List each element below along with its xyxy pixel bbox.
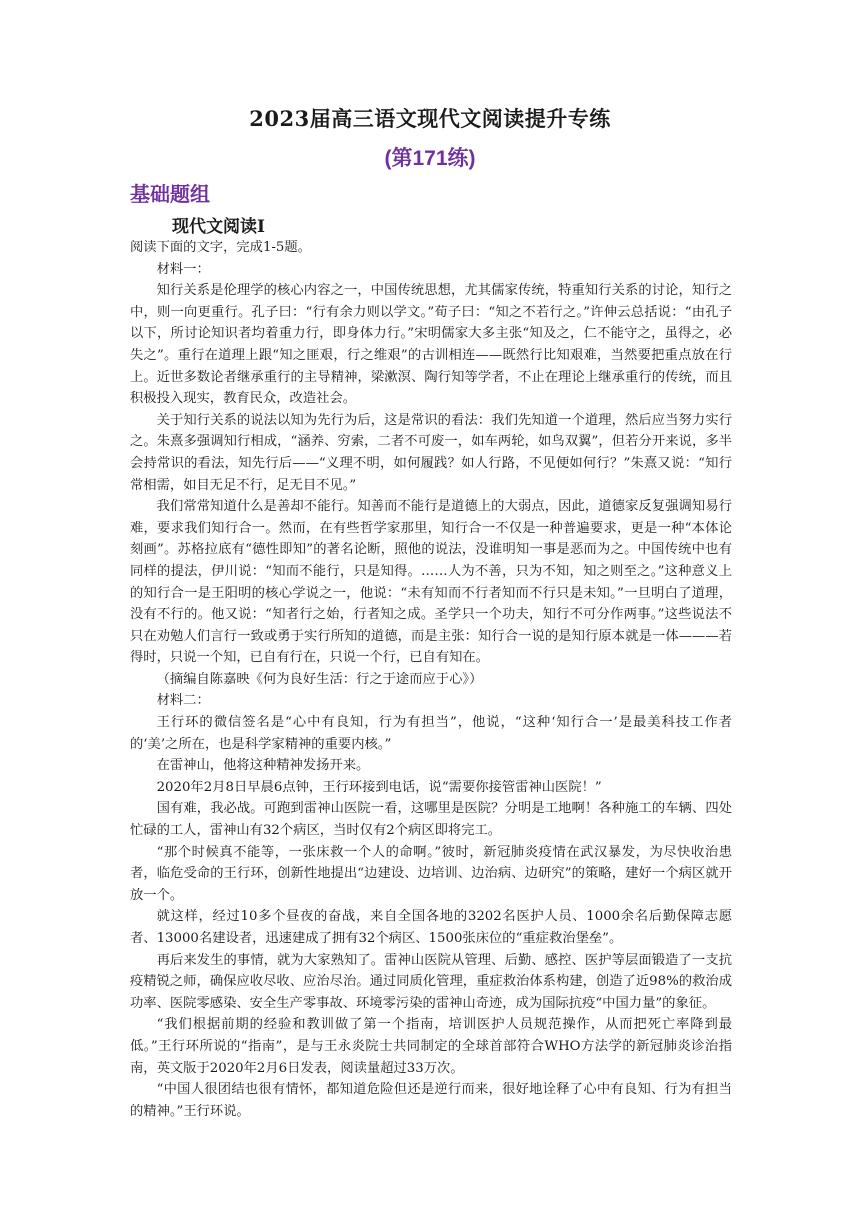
document-title: 2023届高三语文现代文阅读提升专练 [249,106,611,131]
paragraph: 关于知行关系的说法以知为先行为后，这是常识的看法：我们先知道一个道理，然后应当努力实行之。朱熹多强调知行相成，“涵养、穷索，二者不可废一，如车两轮，如鸟双翼”，但若分开来说，多半会持常识的看法，知先行后——“义理不明，如何履践？如人行路，不见便如何行？”朱熹又说：“知行常相需，如目无足不行，足无目不见。” [130,412,732,493]
material-label: 材料二： [156,693,210,709]
paragraph: 在雷神山，他将这种精神发扬开来。 [156,758,370,774]
source-citation: （摘编自陈嘉映《何为良好生活：行之于途而应于心》） [156,671,483,687]
paragraph: 王行环的微信签名是“心中有良知，行为有担当”，他说，“这种‘知行合一’是最美科技工作者的‘美’之所在，也是科学家精神的重要内核。” [130,715,732,752]
material-label: 材料一： [156,261,210,277]
paragraph: “那个时候真不能等，一张床救一个人的命啊。”彼时，新冠肺炎疫情在武汉暴发，为尽快收治患者，临危受命的王行环，创新性地提出“边建设、边培训、边治病、边研究”的策略，建好一个病区就开放一个。 [130,844,732,903]
instruction-line: 阅读下面的文字，完成1-5题。 [130,240,311,255]
paragraph: 再后来发生的事情，就为大家熟知了。雷神山医院从管理、后勤、感控、医护等层面锻造了一支抗疫精锐之师，确保应收尽收、应治尽治。通过同质化管理，重症救治体系构建，创造了近98%的救治成功率、医院零感染、安全生产零事故、环境零污染的雷神山奇迹，成为国际抗疫“中国力量”的象征。 [130,952,732,1011]
subsection-heading: 现代文阅读Ⅰ [172,217,265,237]
paragraph: 2020年2月8日早晨6点钟，王行环接到电话，说“需要你接管雷神山医院！” [156,779,602,795]
section-heading: 基础题组 [130,182,210,206]
paragraph: 国有难，我必战。可跑到雷神山医院一看，这哪里是医院？分明是工地啊！各种施工的车辆、四处忙碌的工人，雷神山有32个病区，当时仅有2个病区即将完工。 [130,801,732,839]
document-body [130,237,732,1122]
paragraph: 我们常常知道什么是善却不能行。知善而不能行是道德上的大弱点，因此，道德家反复强调知易行难，要求我们知行合一。然而，在有些哲学家那里，知行合一不仅是一种普遍要求，更是一种“本体论刻画”。苏格拉底有“德性即知”的著名论断，照他的说法，没谁明知一事是恶而为之。中国传统中也有同样的提法，伊川说：“知而不能行，只是知得。……人为不善，只为不知，知之则至之。”这种意义上的知行合一是王阳明的核心学说之一，他说：“未有知而不行者知而不行只是未知。”一旦明白了道理，没有不行的。他又说：“知者行之始，行者知之成。圣学只一个功夫，知行不可分作两事。”这些说法不只在劝勉人们言行一致或勇于实行所知的道德，而是主张：知行合一说的是知行原本就是一体———若得时，只说一个知，已自有行在，只说一个行，已自有知在。 [130,499,732,666]
paragraph: 知行关系是伦理学的核心内容之一，中国传统思想，尤其儒家传统，特重知行关系的讨论，知行之中，则一向更重行。孔子曰：“行有余力则以学文。”荀子曰：“知之不若行之。”许伸云总括说：“由孔子以下，所讨论知识者均着重力行，即身体力行。”宋明儒家大多主张“知及之，仁不能守之，虽得之，必失之”。重行在道理上跟“知之匪艰，行之维艰”的古训相连——既然行比知艰难，当然要把重点放在行上。近世多数论者继承重行的主导精神，梁漱溟、陶行知等学者，不止在理论上继承重行的传统，而且积极投入现实，教育民众，改造社会。 [130,283,732,407]
paragraph: “我们根据前期的经验和教训做了第一个指南，培训医护人员规范操作，从而把死亡率降到最低。”王行环所说的“指南”，是与王永炎院士共同制定的全球首部符合WHO方法学的新冠肺炎诊治指南，英文版于2020年2月6日发表，阅读量超过33万次。 [130,1017,732,1076]
paragraph: 就这样，经过10多个昼夜的奋战，来自全国各地的3202名医护人员、1000余名后勤保障志愿者、13000名建设者，迅速建成了拥有32个病区、1500张床位的“重症救治堡垒”。 [130,909,732,946]
document-subtitle: (第171练) [384,147,476,170]
paragraph: “中国人很团结也很有情怀，都知道危险但还是逆行而来，很好地诠释了心中有良知、行为有担当的精神。”王行环说。 [130,1082,732,1119]
